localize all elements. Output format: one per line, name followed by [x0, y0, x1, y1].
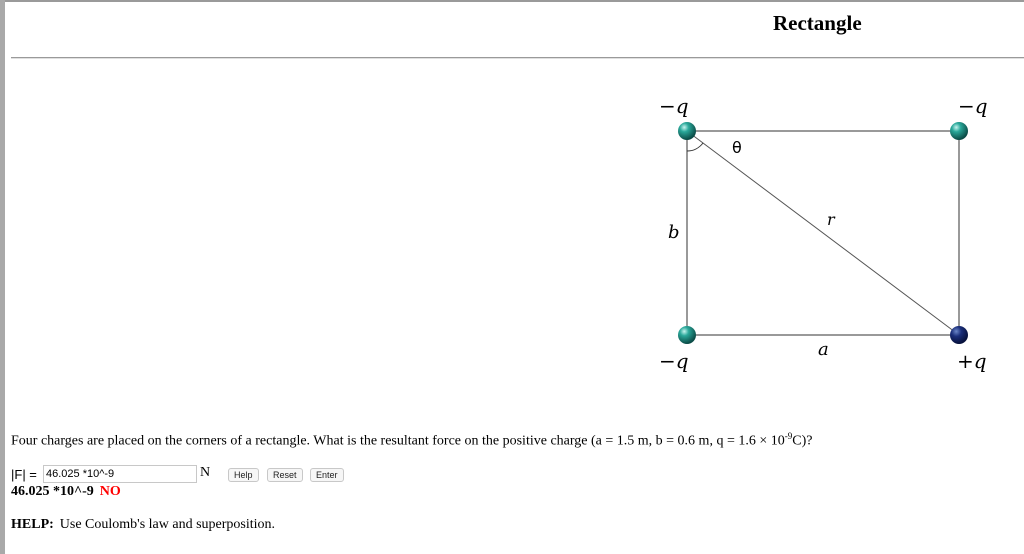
theta-label: θ — [732, 138, 742, 157]
help-text — [11, 517, 275, 533]
charge-bottom-right — [950, 326, 968, 344]
answer-row — [11, 465, 411, 483]
force-label: |F| = — [11, 467, 37, 482]
top-window-edge — [5, 0, 1024, 2]
theta-arc — [687, 143, 703, 151]
result-status: NO — [99, 484, 121, 499]
title-divider — [11, 57, 1024, 59]
charge-label-top-right: −q — [958, 94, 988, 118]
question-exponent: -9 — [784, 431, 793, 441]
b-label: b — [668, 222, 680, 243]
help-label: HELP: — [11, 517, 54, 532]
question-tail: C)? — [792, 433, 813, 449]
rectangle-charges-figure — [600, 85, 1010, 385]
page-title: Rectangle — [773, 11, 862, 35]
help-body: Use Coulomb's law and superposition. — [59, 517, 276, 532]
charge-top-left — [678, 122, 696, 140]
charge-label-bottom-left: −q — [659, 349, 689, 373]
diagonal-line — [687, 131, 959, 335]
charge-top-right — [950, 122, 968, 140]
previous-answer: 46.025 *10^-9 — [11, 484, 94, 499]
charge-bottom-left — [678, 326, 696, 344]
r-label: r — [827, 210, 835, 229]
enter-button[interactable]: Enter — [310, 468, 344, 482]
a-label: a — [818, 339, 829, 360]
reset-button[interactable]: Reset — [267, 468, 303, 482]
left-window-edge — [0, 0, 5, 554]
previous-answer-row — [11, 484, 121, 500]
help-button[interactable]: Help — [228, 468, 259, 482]
charge-label-top-left: −q — [659, 94, 689, 118]
question-body: Four charges are placed on the corners of a rectangle. What is the resultant force on the positive charge (a = 1.5 m, b = 0.6 m, q = 1.6 × 10 — [11, 433, 785, 449]
answer-input[interactable] — [43, 465, 197, 483]
question-text — [11, 431, 812, 450]
unit-label: N — [200, 465, 211, 480]
charge-label-bottom-right: +q — [957, 349, 987, 373]
